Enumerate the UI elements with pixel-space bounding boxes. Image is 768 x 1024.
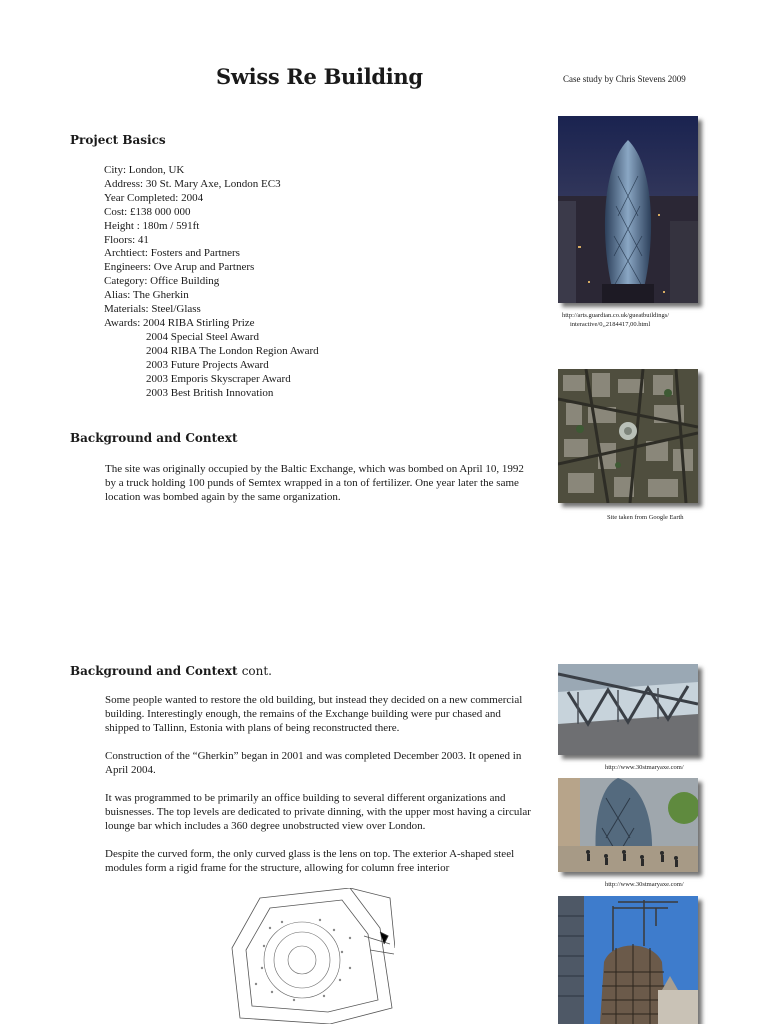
paragraph: It was programmed to be primarily an office building to several different organizations and buisnesses. The top levels are dedicated to private dinning, with the upper most having a circular lounge bar which includes a 360 degree unobstructed view over London. [105,792,531,832]
interior-dome-photo [558,664,698,755]
aerial-site-photo [558,369,698,503]
fact-awards: Awards: 2004 RIBA Stirling Prize [104,316,255,329]
fact-engineers: Engineers: Ove Arup and Partners [104,261,255,274]
paragraph: Some people wanted to restore the old building, but instead they decided on a new commercial building. Interestingly enough, the remains of the Exchange building were pur chased and shipped to Tallinn, Estonia with plans of being reconstructed there. [105,694,523,734]
fact-alias: Alias: The Gherkin [104,289,189,302]
photo-caption-google-earth: Site taken from Google Earth [607,514,684,521]
fact-materials: Materials: Steel/Glass [104,303,201,316]
author-credit: Case study by Chris Stevens 2009 [563,74,686,84]
section-heading-project-basics: Project Basics [70,133,166,147]
fact-address: Address: 30 St. Mary Axe, London EC3 [104,177,281,190]
page-title: Swiss Re Building [216,64,423,89]
construction-photo [558,896,698,1024]
award-item: 2004 Special Steel Award [146,330,259,343]
award-item: 2003 Future Projects Award [146,358,269,371]
section-heading-background-cont [70,664,272,678]
fact-floors: Floors: 41 [104,233,149,246]
fact-city: City: London, UK [104,164,185,176]
heading-suffix: cont. [241,664,272,678]
fact-year: Year Completed: 2004 [104,191,204,204]
award-item: 2003 Best British Innovation [146,386,274,399]
fact-height: Height : 180m / 591ft [104,219,200,232]
photo-caption-source-url-cont: interactive/0,,2184417,00.html [570,321,651,328]
project-facts-list [104,164,319,400]
paragraph: Despite the curved form, the only curved glass is the lens on top. The exterior A-shaped steel modules form a rigid frame for the structure, allowing for column free interior [105,848,515,874]
gherkin-night-photo [558,116,698,303]
fact-cost: Cost: £138 000 000 [104,205,191,218]
section-heading-background: Background and Context [70,431,238,445]
background-paragraph: The site was originally occupied by the Baltic Exchange, which was bombed on April 10, 1992 by a truck holding 100 punds of Semtex wrapped in a ton of fertilizer. One year later the same location was bombed again by the same organization. [105,463,524,503]
fact-architect: Archtiect: Fosters and Partners [104,247,240,260]
photo-caption-source-url: http://arts.guardian.co.uk/gueatbuildings/ [562,312,670,319]
site-plan-drawing [230,888,395,1024]
background-cont-text [105,693,535,889]
paragraph: Construction of the “Gherkin” began in 2001 and was completed December 2003. It opened in April 2004. [105,750,522,776]
photo-caption-30stmaryaxe-2: http://www.30stmaryaxe.com/ [605,881,684,888]
plaza-photo [558,778,698,872]
heading-text: Background and Context [70,664,238,678]
photo-caption-30stmaryaxe: http://www.30stmaryaxe.com/ [605,764,684,771]
award-item: 2004 RIBA The London Region Award [146,344,319,357]
award-item: 2003 Emporis Skyscraper Award [146,372,291,385]
fact-category: Category: Office Building [104,275,220,288]
